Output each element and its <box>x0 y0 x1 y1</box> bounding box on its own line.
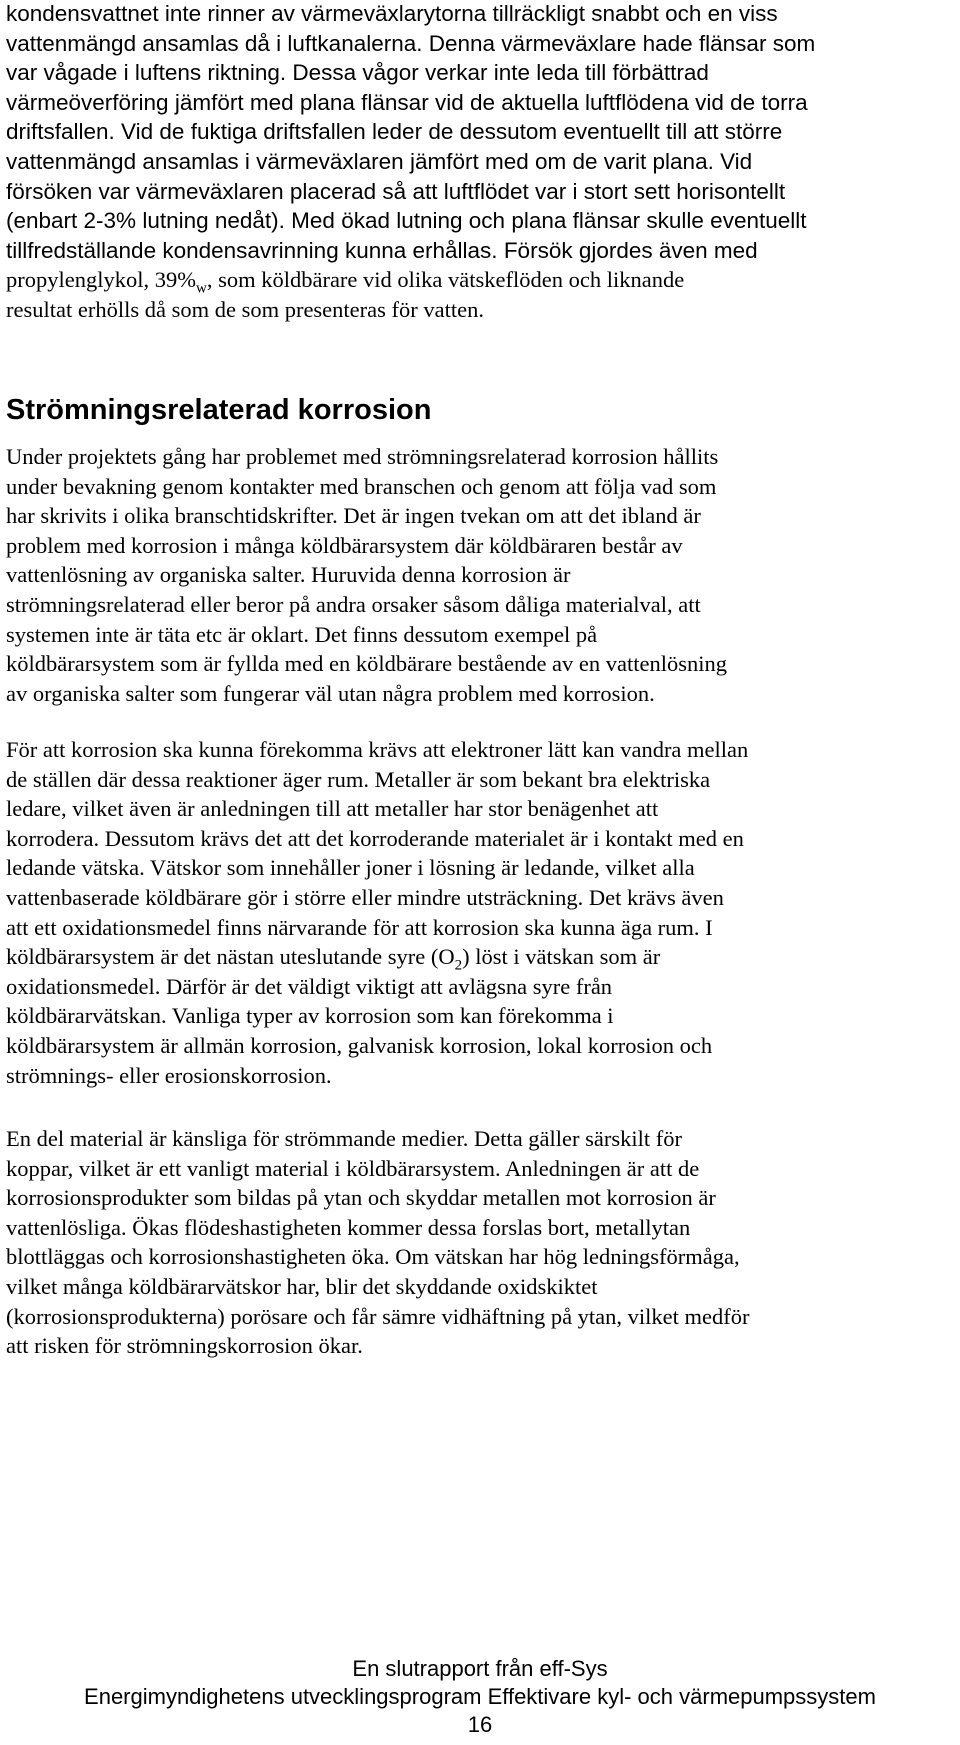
text-line: de ställen där dessa reaktioner äger rum. Metaller är som bekant bra elektriska <box>6 766 711 792</box>
text-line: att ett oxidationsmedel finns närvarande för att korrosion ska kunna äga rum. I <box>6 914 713 940</box>
paragraph-1 <box>6 442 956 708</box>
text-line: systemen inte är täta etc är oklart. Det finns dessutom exempel på <box>6 621 598 647</box>
text-line: ledande vätska. Vätskor som innehåller joner i lösning är ledande, vilket alla <box>6 855 695 881</box>
text-line: under bevakning genom kontakter med branschen och genom att följa vad som <box>6 473 717 499</box>
text-line: driftsfallen. Vid de fuktiga driftsfallen leder de dessutom eventuellt till att större <box>6 119 783 145</box>
subscript: 2 <box>454 957 463 974</box>
text-line: ledare, vilket även är anledningen till att metaller har stor benägenhet att <box>6 796 659 822</box>
text-line: (korrosionsprodukterna) porösare och får sämre vidhäftning på ytan, vilket medför <box>6 1303 750 1329</box>
paragraph-2 <box>6 735 956 1090</box>
text-fragment: propylenglykol, 39% <box>6 267 196 293</box>
text-line: koppar, vilket är ett vanligt material i köldbärarsystem. Anledningen är att de <box>6 1155 700 1181</box>
text-line: vattenlösliga. Ökas flödeshastigheten kommer dessa forslas bort, metallytan <box>6 1214 691 1240</box>
text-line: En del material är känsliga för strömmande medier. Detta gäller särskilt för <box>6 1126 683 1151</box>
text-line: tillfredställande kondensavrinning kunna erhållas. Försök gjordes även med <box>6 237 758 263</box>
subscript: w <box>195 280 207 297</box>
text-line: vattenmängd ansamlas i värmeväxlaren jämfört med om de varit plana. Vid <box>6 148 753 174</box>
text-line: vattenmängd ansamlas då i luftkanalerna. Denna värmeväxlare hade flänsar som <box>6 30 816 56</box>
text-line: blottläggas och korrosionshastigheten öka. Om vätskan har hög ledningsförmåga, <box>6 1244 740 1270</box>
intro-paragraph <box>6 0 956 325</box>
text-line: korrodera. Dessutom krävs det att det korroderande materialet är i kontakt med en <box>6 825 744 851</box>
text-line: har skrivits i olika branschtidskrifter. Det är ingen tvekan om att det ibland är <box>6 503 701 529</box>
footer-program: Energimyndighetens utvecklingsprogram Effektivare kyl- och värmepumpssystem <box>84 1684 876 1709</box>
text-fragment: köldbärarsystem är det nästan uteslutande syre (O <box>6 944 455 970</box>
text-line: köldbärarsystem är allmän korrosion, galvanisk korrosion, lokal korrosion och <box>6 1032 713 1058</box>
text-line: korrosionsprodukter som bildas på ytan och skyddar metallen mot korrosion är <box>6 1185 716 1211</box>
text-line: försöken var värmeväxlaren placerad så att luftflödet var i stort sett horisontellt <box>6 178 786 204</box>
text-fragment: , som köldbärare vid olika vätskeflöden och liknande <box>206 267 685 293</box>
text-line: oxidationsmedel. Därför är det väldigt viktigt att avlägsna syre från <box>6 973 613 999</box>
page-number: 16 <box>467 1712 493 1737</box>
text-line: köldbärarsystem som är fyllda med en köldbärare bestående av en vattenlösning <box>6 651 728 677</box>
text-line: Under projektets gång har problemet med strömningsrelaterad korrosion hållits <box>6 444 719 469</box>
text-line: vattenlösning av organiska salter. Huruvida denna korrosion är <box>6 562 571 588</box>
section-heading: Strömningsrelaterad korrosion <box>6 394 432 426</box>
text-line: att risken för strömningskorrosion ökar. <box>6 1333 363 1359</box>
text-line: problem med korrosion i många köldbärarsystem där köldbäraren består av <box>6 532 683 558</box>
paragraph-3 <box>6 1124 956 1361</box>
text-line: köldbärarvätskan. Vanliga typer av korrosion som kan förekomma i <box>6 1003 614 1029</box>
text-line: (enbart 2-3% lutning nedåt). Med ökad lutning och plana flänsar skulle eventuellt <box>6 208 807 234</box>
text-line: För att korrosion ska kunna förekomma krävs att elektroner lätt kan vandra mellan <box>6 737 749 762</box>
text-line: vilket många köldbärarvätskor har, blir det skyddande oxidskiktet <box>6 1273 598 1299</box>
footer-report-title: En slutrapport från eff-Sys <box>352 1656 608 1681</box>
text-line: strömningsrelaterad eller beror på andra orsaker såsom dåliga materialval, att <box>6 591 701 617</box>
text-line: kondensvattnet inte rinner av värmeväxlarytorna tillräckligt snabbt och en viss <box>6 1 778 26</box>
text-line: av organiska salter som fungerar väl utan några problem med korrosion. <box>6 680 655 706</box>
text-line <box>6 942 956 972</box>
text-line: strömnings- eller erosionskorrosion. <box>6 1062 332 1088</box>
text-line: var vågade i luftens riktning. Dessa vågor verkar inte leda till förbättrad <box>6 60 709 86</box>
text-fragment: ) löst i vätskan som är <box>462 944 661 970</box>
text-line: värmeöverföring jämfört med plana flänsar vid de aktuella luftflödena vid de torra <box>6 89 808 115</box>
text-line: resultat erhölls då som de som presenteras för vatten. <box>6 296 484 322</box>
text-line: vattenbaserade köldbärare gör i större eller mindre utsträckning. Det krävs även <box>6 884 724 910</box>
text-line <box>6 265 956 295</box>
